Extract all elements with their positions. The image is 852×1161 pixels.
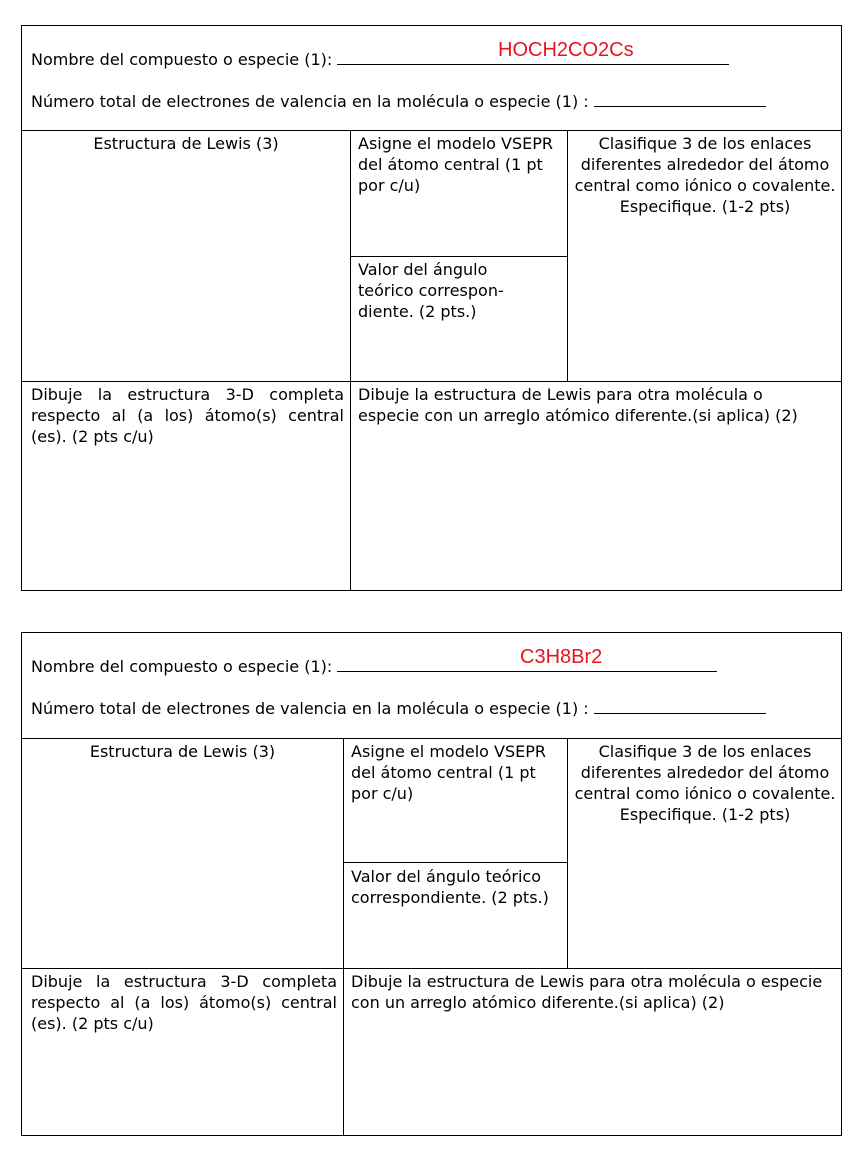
compound-name-answer: C3H8Br2 (520, 646, 603, 668)
bond-angle-cell: Valor del ángulo teórico correspondiente. (2 pts.) (351, 867, 549, 907)
lewis-structure-cell: Estructura de Lewis (3) (89, 742, 276, 761)
bond-classification-cell: Clasifique 3 de los enlaces diferentes alrededor del átomo central como iónico o covalente. Especifique. (1-2 pts) (574, 742, 836, 824)
header-divider (22, 738, 841, 739)
compound-name-label: Nombre del compuesto o especie (1): (31, 657, 333, 676)
valence-electrons-blank[interactable] (594, 92, 766, 107)
3d-structure-cell: Dibuje la estructura 3-D completa respecto al (a los) átomo(s) central (es). (2 pts c/u) (31, 385, 344, 446)
worksheet-card-1 (21, 25, 842, 591)
vsepr-divider (343, 862, 567, 863)
compound-name-answer: HOCH2CO2Cs (498, 39, 634, 61)
compound-name-row (31, 656, 717, 677)
column-divider (350, 130, 351, 590)
3d-structure-cell: Dibuje la estructura 3-D completa respecto al (a los) átomo(s) central (es). (2 pts c/u) (31, 972, 337, 1033)
vsepr-model-cell: Asigne el modelo VSEPR del átomo central (1 pt por c/u) (351, 742, 546, 803)
vsepr-divider (350, 256, 567, 257)
bond-angle-cell: Valor del ángulo teórico correspon-diente. (2 pts.) (358, 260, 504, 321)
valence-electrons-label: Número total de electrones de valencia en la molécula o especie (1) : (31, 92, 589, 111)
worksheet-card-2 (21, 632, 842, 1136)
column-divider (567, 130, 568, 381)
middle-divider (22, 968, 841, 969)
valence-electrons-label: Número total de electrones de valencia en la molécula o especie (1) : (31, 699, 589, 718)
bond-classification-cell: Clasifique 3 de los enlaces diferentes alrededor del átomo central como iónico o covalente. Especifique. (1-2 pts) (574, 134, 836, 216)
header-divider (22, 130, 841, 131)
alternate-lewis-cell: Dibuje la estructura de Lewis para otra molécula o especie con un arreglo atómico diferente.(si aplica) (2) (358, 385, 798, 425)
valence-electrons-blank[interactable] (594, 699, 766, 714)
alternate-lewis-cell: Dibuje la estructura de Lewis para otra molécula o especie con un arreglo atómico diferente.(si aplica) (2) (351, 972, 823, 1012)
valence-electrons-row (31, 698, 766, 719)
lewis-structure-cell: Estructura de Lewis (3) (93, 134, 279, 153)
valence-electrons-row (31, 91, 766, 112)
middle-divider (22, 381, 841, 382)
column-divider (567, 738, 568, 968)
column-divider (343, 738, 344, 1135)
vsepr-model-cell: Asigne el modelo VSEPR del átomo central (1 pt por c/u) (358, 134, 553, 195)
compound-name-label: Nombre del compuesto o especie (1): (31, 50, 333, 69)
